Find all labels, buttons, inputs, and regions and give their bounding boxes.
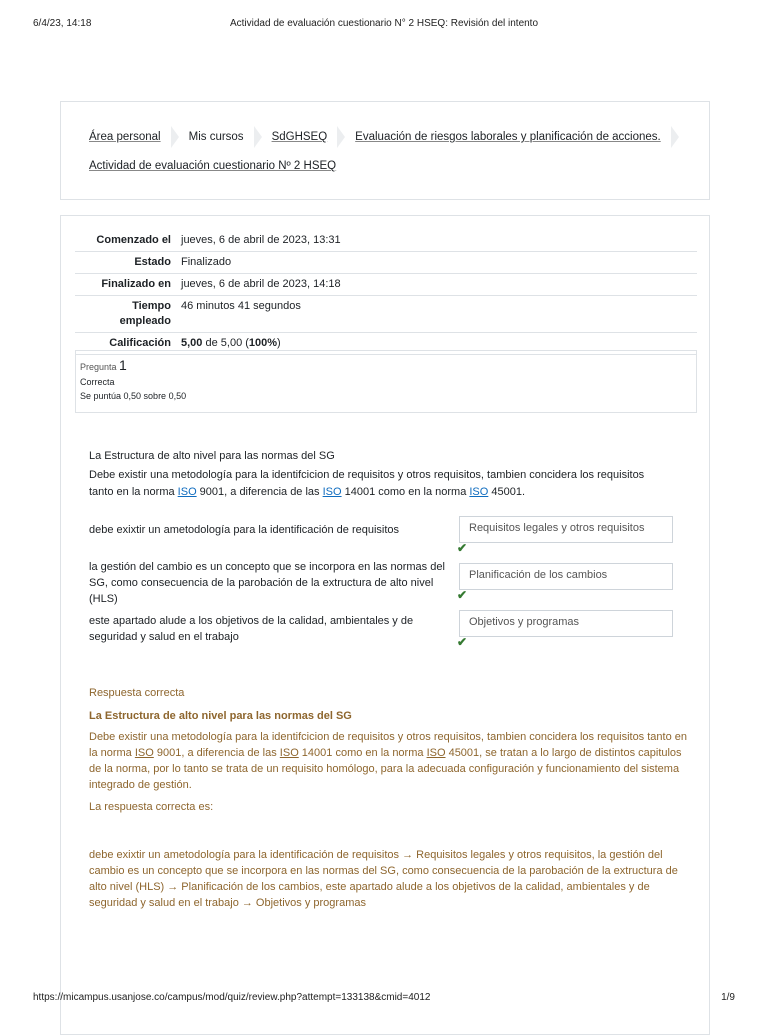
breadcrumb-mis-cursos[interactable]: Mis cursos — [188, 131, 244, 143]
question-text — [89, 448, 649, 501]
breadcrumb-course-link[interactable]: SdGHSEQ — [271, 131, 328, 143]
summary-label: Finalizado en — [101, 278, 171, 290]
question-heading: La Estructura de alto nivel para las normas del SG — [89, 450, 335, 462]
match-label: la gestión del cambio es un concepto que se incorpora en las normas del SG, como consecuencia de la parobación de la extructura de alto nivel (HLS) — [89, 561, 445, 605]
feedback-text-part: Debe existir una metodología para la identifcicion de requisitos y otros requisitos, tambien concidera los requisitos tanto en la norma — [89, 731, 687, 759]
summary-row — [75, 252, 697, 274]
match-answer-select[interactable]: Planificación de los cambios — [459, 563, 673, 590]
correct-check-icon: ✔ — [457, 541, 468, 555]
question-number: 1 — [119, 357, 127, 373]
print-date: 6/4/23, 14:18 — [33, 18, 92, 29]
summary-row — [75, 230, 697, 252]
question-text-part: Debe existir una metodología para la identifcicion de requisitos y otros requisitos, tambien concidera los requisitos tanto en la norma — [89, 469, 645, 498]
feedback-box — [89, 685, 689, 911]
summary-value: 46 minutos 41 segundos — [181, 300, 301, 312]
feedback-title: Respuesta correcta — [89, 687, 185, 699]
breadcrumb-separator-icon — [337, 126, 345, 148]
feedback-heading: La Estructura de alto nivel para las normas del SG — [89, 710, 352, 722]
match-label: debe exixtir un ametodología para la identificación de requisitos — [89, 524, 400, 536]
breadcrumb-separator-icon — [171, 126, 179, 148]
breadcrumb-separator-icon — [254, 126, 262, 148]
match-answer-select[interactable]: Requisitos legales y otros requisitos — [459, 516, 673, 543]
summary-label: Estado — [134, 256, 171, 268]
question-info-box — [75, 350, 697, 413]
iso-link[interactable]: ISO — [426, 747, 446, 759]
iso-link[interactable]: ISO — [177, 486, 197, 498]
print-title: Actividad de evaluación cuestionario N° 2 HSEQ: Revisión del intento — [229, 18, 539, 29]
question-state: Correcta — [80, 377, 115, 387]
question-text-part: 45001. — [488, 486, 526, 498]
feedback-body — [89, 729, 689, 793]
grade-score: 5,00 — [181, 337, 203, 349]
summary-label: Comenzado el — [96, 234, 171, 246]
print-page-number: 1/9 — [721, 992, 735, 1003]
breadcrumb-quiz-link[interactable]: Actividad de evaluación cuestionario Nº 2 HSEQ — [89, 160, 337, 172]
breadcrumb-area-personal-link[interactable]: Área personal — [89, 131, 161, 143]
correct-check-icon: ✔ — [457, 588, 468, 602]
feedback-text-part: 14001 como en la norma — [298, 747, 427, 759]
match-answer-select[interactable]: Objetivos y programas — [459, 610, 673, 637]
iso-link[interactable]: ISO — [134, 747, 154, 759]
summary-row — [75, 274, 697, 296]
breadcrumb-separator-icon — [671, 126, 679, 148]
iso-link[interactable]: ISO — [469, 486, 489, 498]
print-url: https://micampus.usanjose.co/campus/mod/quiz/review.php?attempt=133138&cmid=4012 — [33, 992, 431, 1003]
grade-percent: 100% — [248, 337, 278, 349]
question-text-part: 9001, a diferencia de las — [196, 486, 323, 498]
grade-of: de 5,00 ( — [205, 337, 249, 349]
grade-label: Calificación — [109, 337, 171, 349]
grade-close: ) — [277, 337, 281, 349]
breadcrumb-row — [89, 126, 689, 148]
summary-value: jueves, 6 de abril de 2023, 13:31 — [181, 234, 341, 246]
correct-answer-intro: La respuesta correcta es: — [89, 801, 214, 813]
summary-row — [75, 296, 697, 333]
summary-value: Finalizado — [181, 256, 232, 268]
match-label: este apartado alude a los objetivos de la calidad, ambientales y de seguridad y salud en el trabajo — [89, 615, 414, 643]
feedback-text-part: 9001, a diferencia de las — [153, 747, 280, 759]
breadcrumb — [60, 101, 710, 200]
question-mark: Se puntúa 0,50 sobre 0,50 — [80, 391, 187, 401]
iso-link[interactable]: ISO — [322, 486, 342, 498]
question-text-part: 14001 como en la norma — [341, 486, 470, 498]
question-label: Pregunta — [80, 362, 117, 372]
feedback-text-part: 45001, se tratan a lo largo de distintos capitulos de la norma, por lo tanto se trata de un requisito homólogo, para la adecuada configuración y funcionamiento del sistema integrado de gestión. — [89, 747, 682, 791]
breadcrumb-section-link[interactable]: Evaluación de riesgos laborales y planificación de acciones. — [355, 131, 661, 143]
question-body — [89, 467, 649, 501]
breadcrumb-row — [89, 160, 336, 172]
quiz-review-card — [60, 215, 710, 1035]
summary-label: Tiempo empleado — [119, 300, 171, 327]
correct-answer-text: debe exixtir un ametodología para la identificación de requisitos → Requisitos legales y otros requisitos, la gestión del cambio es un concepto que se incorpora en las normas del SG, como consecuencia de la parobación de la extructura de alto nivel (HLS) → Planificación de los cambios, este apartado alude a los objetivos de la calidad, ambientales y de seguridad y salud en el trabajo → Objetivos y programas — [89, 849, 678, 909]
correct-check-icon: ✔ — [457, 635, 468, 649]
summary-value: jueves, 6 de abril de 2023, 14:18 — [181, 278, 341, 290]
iso-link[interactable]: ISO — [279, 747, 299, 759]
attempt-summary-table — [75, 230, 697, 355]
